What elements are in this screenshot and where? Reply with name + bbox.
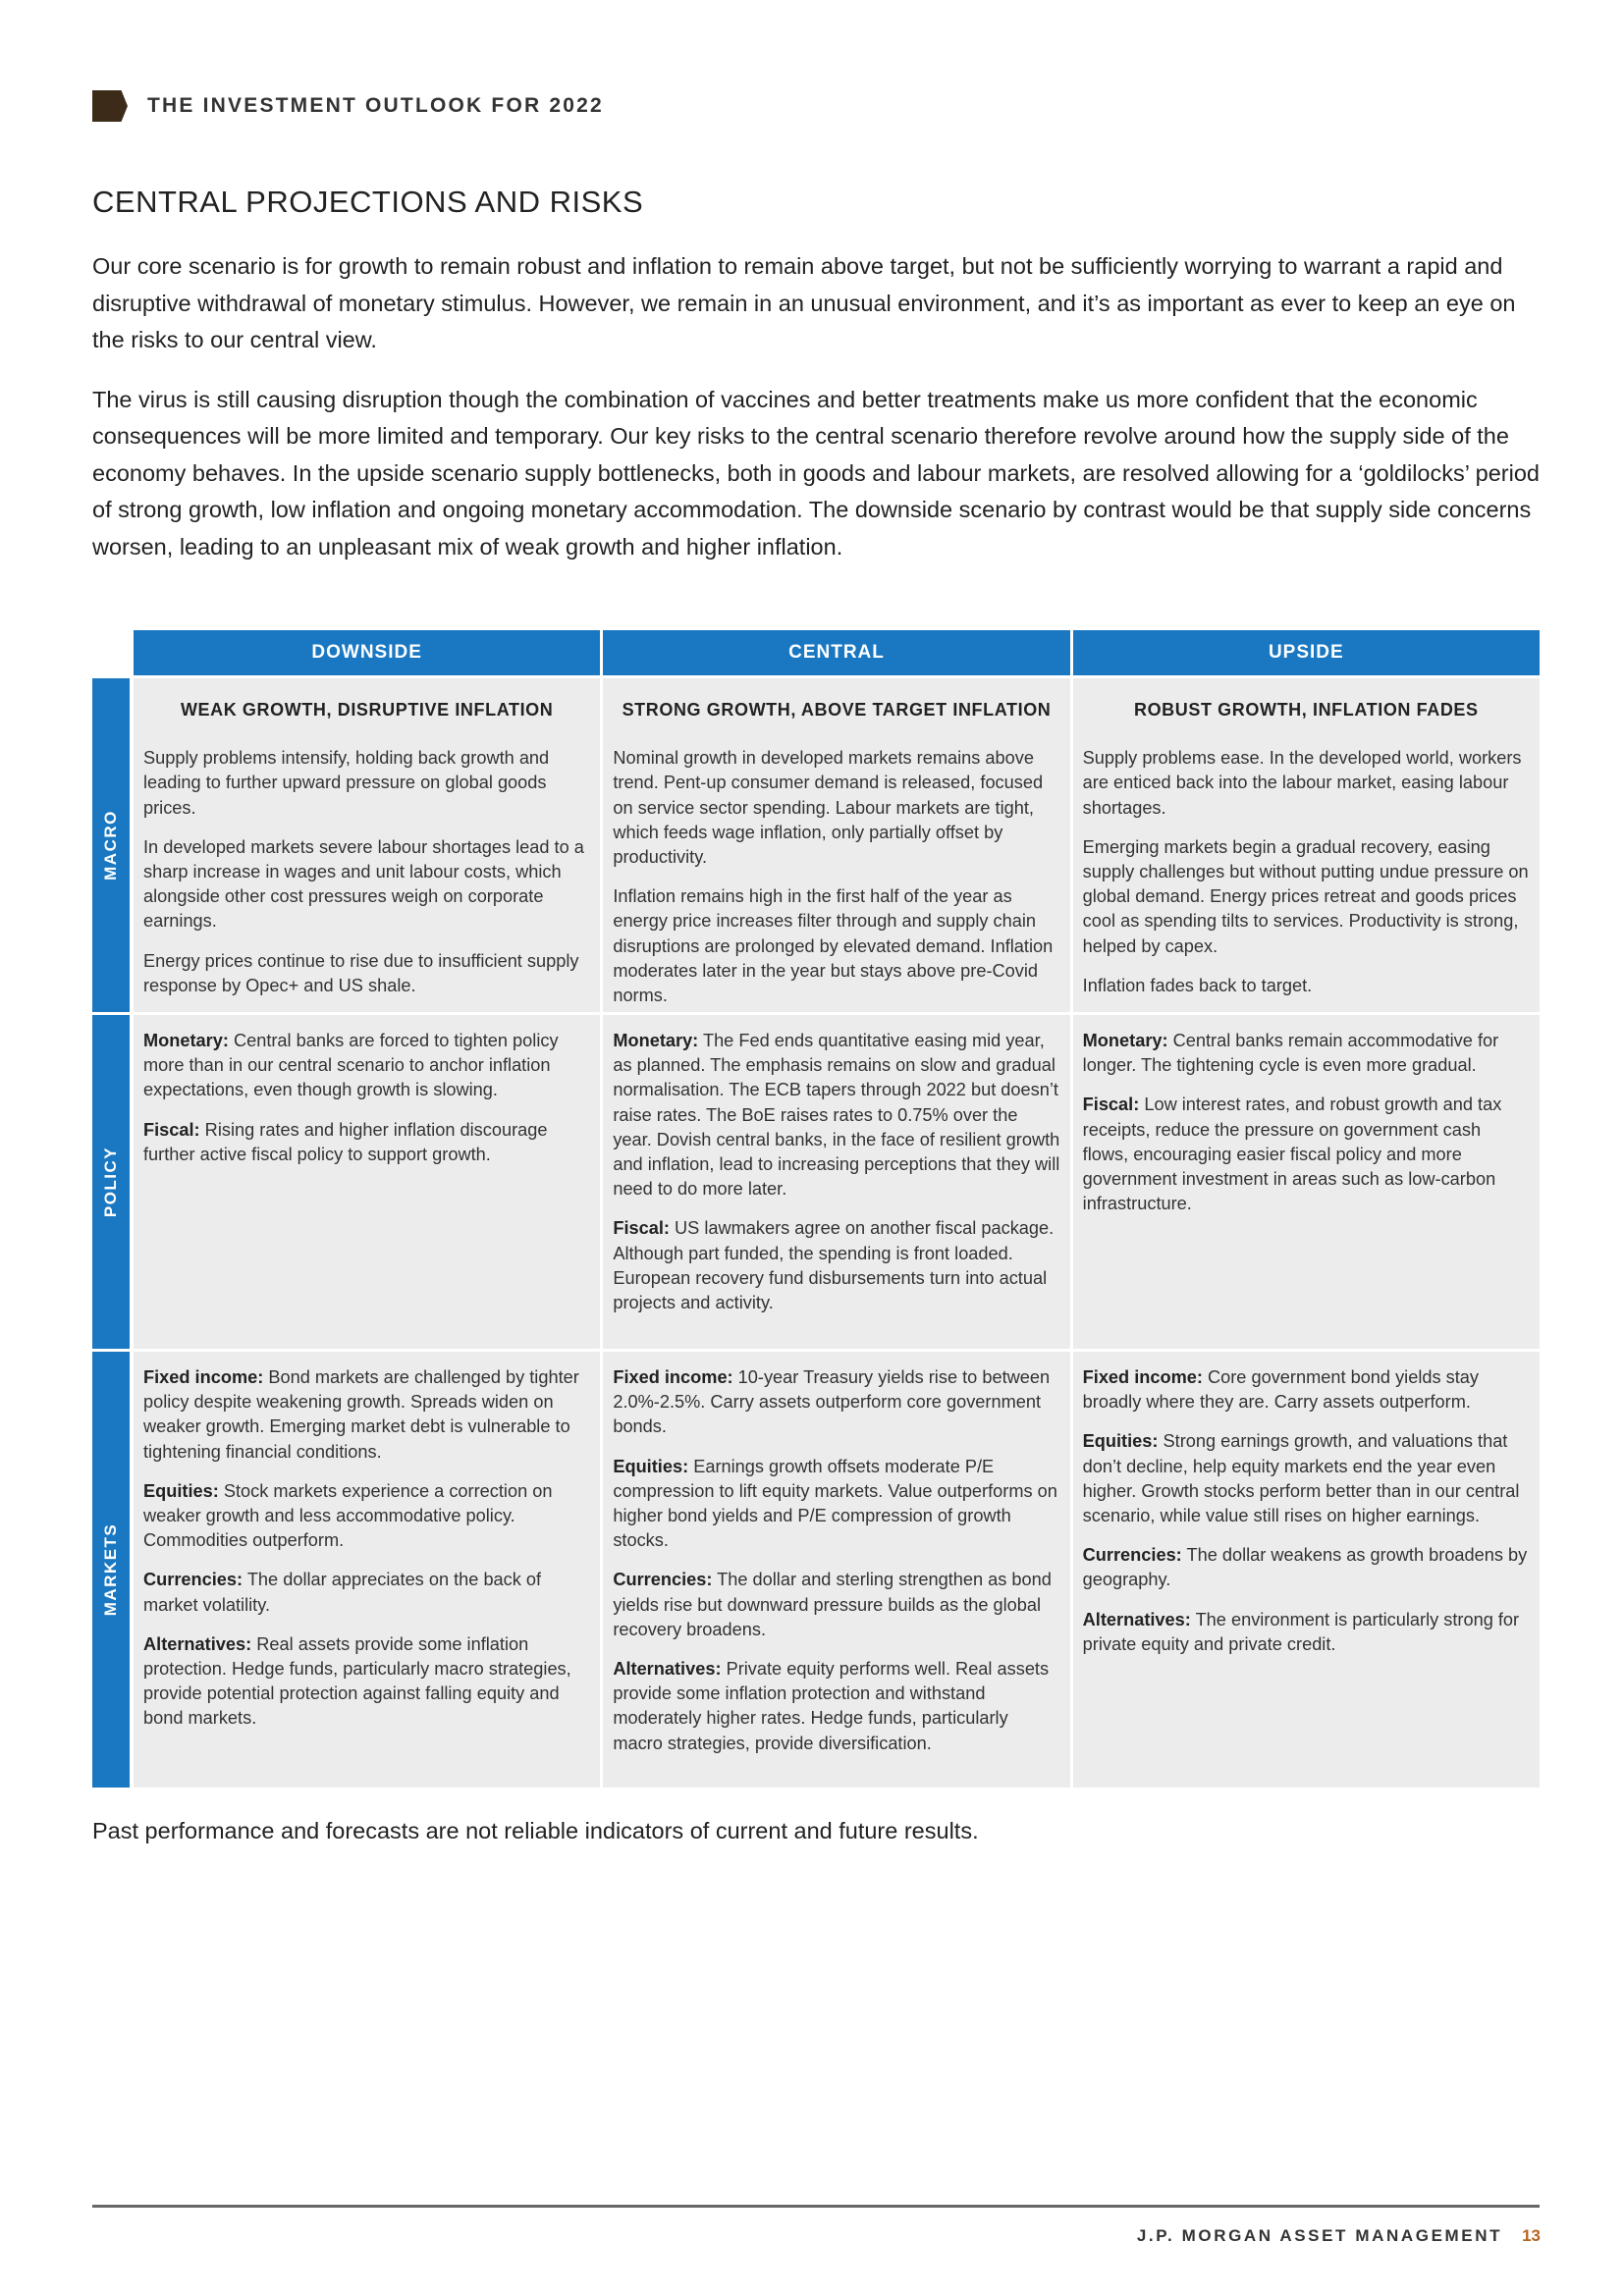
row-label-markets: MARKETS [92,1352,130,1788]
cell-macro-upside [1073,678,1540,1012]
cell-text: Fixed income: Core government bond yields stay broadly where they are. Carry assets outperform. [1082,1367,1479,1413]
cell-markets-downside [134,1352,603,1788]
cell-text: Alternatives: Private equity performs well. Real assets provide some inflation protection and withstand moderately higher rates. Hedge funds, particularly macro strategies, provide diversification. [613,1659,1050,1753]
footer-brand: J.P. MORGAN ASSET MANAGEMENT [1136,2226,1503,2245]
cell-text: Alternatives: Real assets provide some inflation protection. Hedge funds, particularly macro strategies, provide potential protection against falling equity and bond markets. [143,1633,571,1729]
disclaimer-footnote: Past performance and forecasts are not reliable indicators of current and future results. [92,1818,979,1843]
cell-text: Inflation fades back to target. [1082,975,1313,995]
cell-text: Monetary: Central banks remain accommodative for longer. The tightening cycle is even more gradual. [1082,1031,1499,1076]
cell-macro-downside [134,678,603,1012]
cell-text: Equities: Earnings growth offsets moderate P/E compression to lift equity markets. Value outperforms on higher bond yields and P/E compression of growth stocks. [613,1456,1057,1551]
cell-text: Fiscal: Low interest rates, and robust growth and tax receipts, reduce the pressure on government cash flows, encouraging easier fiscal policy and more government investment in areas such as low-carbon infrastructure. [1082,1095,1502,1214]
scenario-table [92,630,1540,1788]
cell-text: In developed markets severe labour shortages lead to a sharp increase in wages and unit labour costs, which alongside other cost pressures weigh on corporate earnings. [143,836,584,932]
scenario-subhead: STRONG GROWTH, ABOVE TARGET INFLATION [622,700,1052,720]
cell-text: Inflation remains high in the first half of the year as energy price increases filter through and supply chain disruptions are prolonged by elevated demand. Inflation moderates later in the year but stays above pre-Covid norms. [613,886,1054,1006]
cell-policy-upside [1073,1015,1540,1349]
intro-paragraph: The virus is still causing disruption though the combination of vaccines and better treatments make us more confident that the economic consequences will be more limited and temporary. Our key risks to the central scenario therefore revolve around how the supply side of the economy behaves. In the upside scenario supply bottlenecks, both in goods and labour markets, are resolved allowing for a ‘goldilocks’ period of strong growth, low inflation and ongoing monetary accommodation. The downside scenario by contrast would be that supply side concerns worsen, leading to an unpleasant mix of weak growth and higher inflation. [92,386,1540,560]
cell-text: Fiscal: US lawmakers agree on another fiscal package. Although part funded, the spending is front loaded. European recovery fund disbursements turn into actual projects and activity. [613,1218,1055,1313]
intro-paragraph: Our core scenario is for growth to remain robust and inflation to remain above target, but not be sufficiently worrying to warrant a rapid and disruptive withdrawal of monetary stimulus. However, we remain in an unusual environment, and it’s as important as ever to keep an eye on the risks to our central view. [92,253,1516,352]
cell-text: Equities: Stock markets experience a correction on weaker growth and less accommodative policy. Commodities outperform. [143,1480,553,1551]
cell-text: Monetary: The Fed ends quantitative easing mid year, as planned. The emphasis remains on slow and gradual normalisation. The ECB tapers through 2022 but doesn’t raise rates. The BoE raises rates to 0.75% over the year. Dovish central banks, in the face of resilient growth and inflation, lead to increasing perceptions that they will need to do more later. [613,1031,1060,1200]
row-macro [92,675,1540,1012]
page-footer [1137,2226,1541,2246]
section-title: CENTRAL PROJECTIONS AND RISKS [92,185,644,219]
cell-text: Energy prices continue to rise due to insufficient supply response by Opec+ and US shale. [143,950,579,995]
scenario-subhead: WEAK GROWTH, DISRUPTIVE INFLATION [180,700,554,720]
row-markets [92,1349,1540,1788]
row-label-policy: POLICY [92,1015,130,1349]
cell-text: Nominal growth in developed markets remains above trend. Pent-up consumer demand is released, focused on service sector spending. Labour markets are tight, which feeds wage inflation, only partially offset by productivity. [613,748,1044,868]
cell-text: Fiscal: Rising rates and higher inflation discourage further active fiscal policy to support growth. [143,1119,548,1164]
cell-macro-central [603,678,1072,1012]
cell-text: Emerging markets begin a gradual recovery, easing supply challenges but without putting undue pressure on global demand. Energy prices retreat and goods prices cool as spending tilts to services. Productivity is strong, helped by capex. [1082,836,1529,956]
cell-policy-central [603,1015,1072,1349]
cell-text: Monetary: Central banks are forced to tighten policy more than in our central scenario to anchor inflation expectations, even though growth is slowing. [143,1031,559,1100]
page-header [92,90,604,122]
row-policy [92,1012,1540,1349]
cell-text: Alternatives: The environment is particularly strong for private equity and private credit. [1082,1609,1520,1654]
column-header-downside: DOWNSIDE [134,630,603,675]
cell-text: Fixed income: 10-year Treasury yields rise to between 2.0%-2.5%. Carry assets outperform core government bonds. [613,1367,1051,1437]
cell-markets-central [603,1352,1072,1788]
cell-text: Supply problems intensify, holding back growth and leading to further upward pressure on global goods prices. [143,748,550,818]
scenario-subhead: ROBUST GROWTH, INFLATION FADES [1133,700,1479,720]
row-label-macro: MACRO [92,678,130,1012]
footer-divider [92,2205,1540,2208]
column-headers [134,630,1540,675]
column-header-central: CENTRAL [603,630,1072,675]
cell-text: Equities: Strong earnings growth, and valuations that don’t decline, help equity markets end the year even higher. Growth stocks perform better than in our central scenario, while value still rises on higher earnings. [1082,1431,1520,1526]
cell-text: Currencies: The dollar appreciates on the back of market volatility. [143,1570,542,1615]
cell-text: Currencies: The dollar weakens as growth broadens by geography. [1082,1545,1528,1590]
cell-text: Fixed income: Bond markets are challenged by tighter policy despite weakening growth. Spreads widen on weaker growth. Emerging market debt is vulnerable to tightening financial conditions. [143,1367,579,1462]
cell-policy-downside [134,1015,603,1349]
column-header-upside: UPSIDE [1073,630,1540,675]
cell-text: Supply problems ease. In the developed world, workers are enticed back into the labour market, easing labour shortages. [1082,748,1522,818]
cell-markets-upside [1073,1352,1540,1788]
intro-text [92,248,1545,588]
cell-text: Currencies: The dollar and sterling strengthen as bond yields rise but downward pressure builds as the global recovery broadens. [613,1570,1052,1639]
report-title: THE INVESTMENT OUTLOOK FOR 2022 [147,94,604,117]
page-number: 13 [1522,2226,1541,2245]
header-arrow-icon [92,90,128,122]
